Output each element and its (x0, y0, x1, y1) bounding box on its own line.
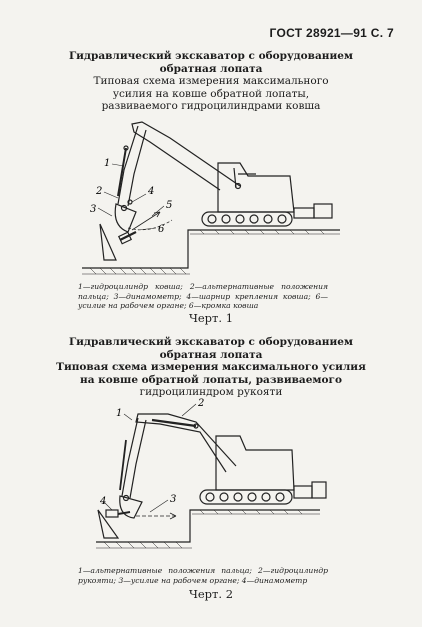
section1-subtitle-line: усилия на ковше обратной лопаты, (112, 87, 310, 100)
section2-title-line: обратная лопата (159, 348, 263, 361)
figure2-callout-4: 4 (100, 496, 107, 507)
section2-title (0, 336, 422, 399)
figure2-legend: 1—альтернативные положения пальца; 2—гидроцилиндр рукояти; 3—усилие на рабочем органе; 4—динамометр (78, 566, 328, 585)
section1-subtitle-line: развиваемого гидроцилиндрами ковша (101, 100, 321, 112)
section1-title-line: Гидравлический экскаватор с оборудованием (68, 50, 354, 62)
figure1-callout-1: 1 (104, 158, 111, 169)
figure2-drawing (0, 392, 422, 562)
figure2-callout-1: 1 (116, 408, 123, 419)
page-header: ГОСТ 28921—91 С. 7 (269, 26, 394, 40)
figure1-legend: 1—гидроцилиндр ковша; 2—альтернативные положения пальца; 3—динамометр; 4—шарнир крепления ковша; 6—усилие на рабочем органе; 6—кромка ковша (78, 282, 328, 311)
section2-title-line: Гидравлический экскаватор с оборудованием (68, 336, 354, 348)
section2-subtitle-line: на ковше обратной лопаты, развиваемого (80, 373, 342, 386)
section1-title (0, 50, 422, 113)
figure1-drawing (0, 108, 422, 278)
figure1-callout-4: 4 (148, 186, 155, 197)
figure2-caption: Черт. 2 (188, 587, 234, 601)
section2-subtitle-line: Типовая схема измерения максимального усилия (56, 361, 366, 373)
figure2-callout-3: 3 (170, 494, 177, 505)
figure2-callout-2: 2 (198, 398, 205, 409)
section2-subtitle-line: гидроцилиндром рукояти (139, 386, 283, 398)
figure1-callout-2: 2 (96, 186, 103, 197)
figure1-callout-5: 5 (166, 200, 173, 211)
figure1-callout-3: 3 (90, 204, 97, 215)
figure1-callout-6: 6 (158, 224, 165, 235)
figure1-caption: Черт. 1 (188, 311, 234, 325)
section1-subtitle-line: Типовая схема измерения максимального (93, 75, 329, 87)
section1-title-line: обратная лопата (159, 62, 263, 75)
